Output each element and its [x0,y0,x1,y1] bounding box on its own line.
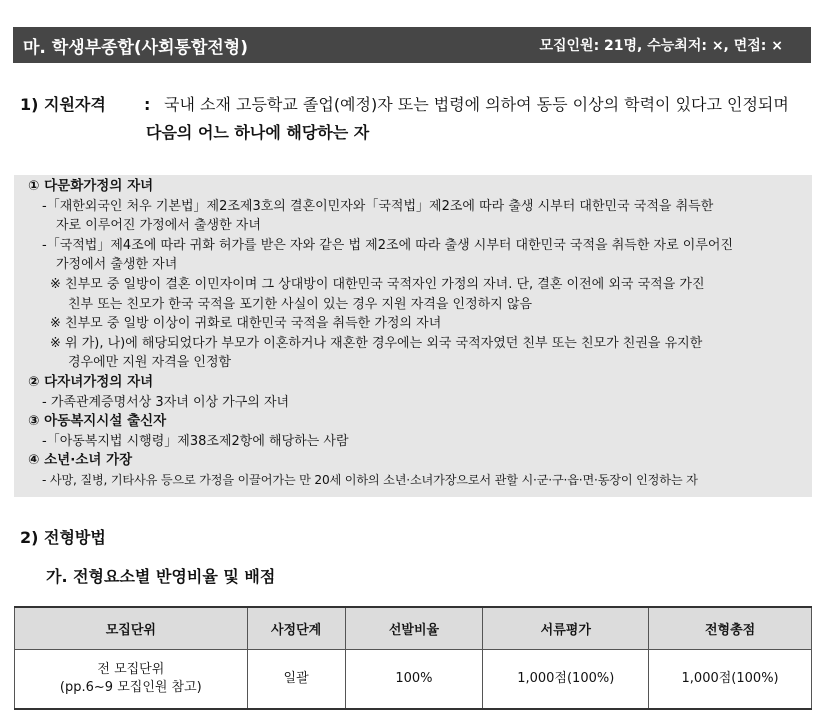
unit-cell [15,650,248,710]
criteria-line: -「재한외국인 처우 기본법」제2조제3호의 결혼이민자와「국적법」제2조에 따라 출생 시부터 대한민국 국적을 취득한 [42,198,714,214]
criteria-youth-head-title: ④ 소년·소녀 가장 [28,452,133,469]
criteria-note: 경우에만 지원 자격을 인정함 [68,355,232,371]
score-table [14,606,812,710]
criteria-box [14,175,812,497]
criteria-multichild-title: ② 다자녀가정의 자녀 [28,373,154,390]
column-header: 모집단위 [15,607,248,650]
column-header: 선발비율 [345,607,483,650]
criteria-line: - 사망, 질병, 기타사유 등으로 가정을 이끌어가는 만 20세 이하의 소년·소녀가장으로서 관할 시·군·구·읍·면·동장이 인정하는 자 [42,472,698,487]
ratio-cell: 100% [345,650,483,710]
unit-note: (pp.6~9 모집인원 참고) [59,680,202,695]
criteria-note: ※ 친부모 중 일방 이상이 귀화로 대한민국 국적을 취득한 가정의 자녀 [50,316,442,332]
unit-name: 전 모집단위 [97,662,165,677]
table-row [15,650,812,710]
eligibility-bold-text: 다음의 어느 하나에 해당하는 자 [146,123,370,142]
criteria-note: 친부 또는 친모가 한국 국적을 포기한 사실이 있는 경우 지원 자격을 인정하지 않음 [68,296,533,312]
criteria-line: -「아동복지법 시행령」제38조제2항에 해당하는 사람 [42,433,349,449]
section-title: 마. 학생부종합(사회통합전형) [23,37,248,58]
criteria-line: - 가족관계증명서상 3자녀 이상 가구의 자녀 [42,394,290,410]
eligibility-section [20,90,820,146]
eligibility-colon: : [144,95,151,114]
column-header: 서류평가 [483,607,649,650]
criteria-multicultural-title: ① 다문화가정의 자녀 [28,178,154,194]
criteria-line: 가정에서 출생한 자녀 [56,257,178,273]
eligibility-text: 국내 소재 고등학교 졸업(예정)자 또는 법령에 의하여 동등 이상의 학력이 있다고 인정되며 [164,95,789,114]
column-header: 전형총점 [649,607,812,650]
column-header: 사정단계 [247,607,345,650]
method-title: 2) 전형방법 [20,528,106,547]
criteria-welfare-title: ③ 아동복지시설 출신자 [28,413,167,430]
stage-cell: 일괄 [247,650,345,710]
section-header [13,27,811,63]
total-score-cell: 1,000점(100%) [649,650,812,710]
eligibility-label: 1) 지원자격 [20,95,106,114]
method-subtitle: 가. 전형요소별 반영비율 및 배점 [46,567,276,586]
table-header-row [15,607,812,650]
criteria-line: 자로 이루어진 가정에서 출생한 자녀 [56,218,261,234]
recruitment-summary: 모집인원: 21명, 수능최저: ×, 면접: × [539,38,783,54]
criteria-note: ※ 위 가), 나)에 해당되었다가 부모가 이혼하거나 재혼한 경우에는 외국 국적자였던 친부 또는 친모가 친권을 유지한 [50,335,703,351]
criteria-line: -「국적법」제4조에 따라 귀화 허가를 받은 자와 같은 법 제2조에 따라 출생 시부터 대한민국 국적을 취득한 자로 이루어진 [42,237,734,253]
criteria-note: ※ 친부모 중 일방이 결혼 이민자이며 그 상대방이 대한민국 국적자인 가정의 자녀. 단, 결혼 이전에 외국 국적을 가진 [50,276,705,292]
document-score-cell: 1,000점(100%) [483,650,649,710]
